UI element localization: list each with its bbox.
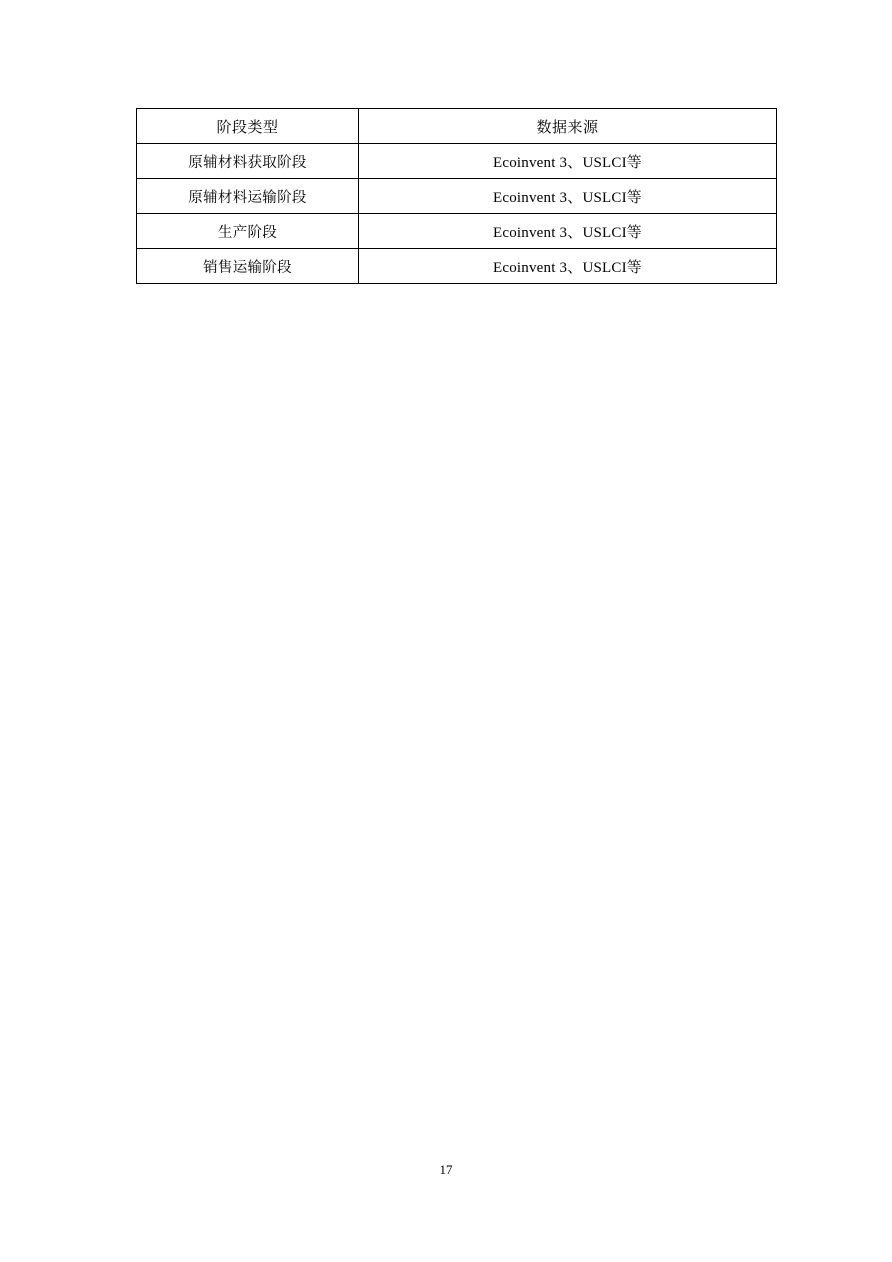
cell-data-source: Ecoinvent 3、USLCI等 <box>359 249 777 284</box>
cell-stage-type: 原辅材料运输阶段 <box>137 179 359 214</box>
page-number: 17 <box>439 1162 453 1177</box>
cell-data-source: Ecoinvent 3、USLCI等 <box>359 214 777 249</box>
table-header-row <box>137 109 777 144</box>
table-header-stage-type: 阶段类型 <box>137 109 359 144</box>
cell-data-source: Ecoinvent 3、USLCI等 <box>359 144 777 179</box>
cell-data-source: Ecoinvent 3、USLCI等 <box>359 179 777 214</box>
cell-stage-type: 原辅材料获取阶段 <box>137 144 359 179</box>
table-header-data-source: 数据来源 <box>359 109 777 144</box>
table-row <box>137 179 777 214</box>
cell-stage-type: 生产阶段 <box>137 214 359 249</box>
table-row <box>137 249 777 284</box>
table-row <box>137 144 777 179</box>
cell-stage-type: 销售运输阶段 <box>137 249 359 284</box>
data-source-table-container <box>136 108 776 284</box>
table-row <box>137 214 777 249</box>
data-source-table <box>136 108 777 284</box>
